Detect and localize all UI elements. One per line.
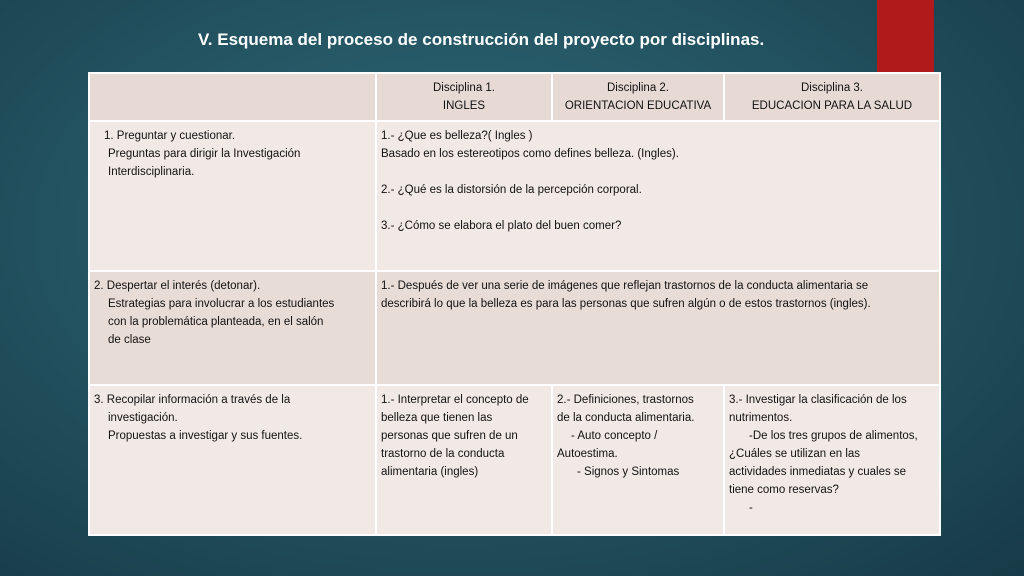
research-line: 1.- Interpretar el concepto de bbox=[381, 394, 529, 406]
content-line: 1.- Después de ver una serie de imágenes que reflejan trastornos de la conducta alimentaria se bbox=[381, 280, 869, 292]
research-line: personas que sufren de un bbox=[381, 430, 518, 442]
discipline-1-research-cell bbox=[376, 385, 552, 535]
stage-detail: investigación. bbox=[108, 412, 178, 424]
question-3: 3.- ¿Cómo se elabora el plato del buen comer? bbox=[381, 220, 622, 232]
stage-detail: Interdisciplinaria. bbox=[108, 166, 195, 178]
stage-detail: Propuestas a investigar y sus fuentes. bbox=[108, 430, 303, 442]
stage-title: 3. Recopilar información a través de la bbox=[94, 394, 291, 406]
discipline-2-research-cell bbox=[552, 385, 724, 535]
header-subject: ORIENTACION EDUCATIVA bbox=[564, 100, 712, 112]
header-discipline-2 bbox=[552, 73, 724, 121]
stage-title: 2. Despertar el interés (detonar). bbox=[94, 280, 261, 292]
interest-content-cell bbox=[376, 271, 940, 385]
stage-detail: Preguntas para dirigir la Investigación bbox=[108, 148, 301, 160]
discipline-3-research-cell bbox=[724, 385, 940, 535]
research-line: belleza que tienen las bbox=[381, 412, 493, 424]
header-discipline-3 bbox=[724, 73, 940, 121]
table-header-row bbox=[89, 73, 940, 121]
questions-cell bbox=[376, 121, 940, 271]
discipline-scheme-table bbox=[88, 72, 941, 536]
research-line: tiene como reservas? bbox=[729, 484, 839, 496]
research-line: 2.- Definiciones, trastornos bbox=[557, 394, 694, 406]
question-1: 1.- ¿Que es belleza?( Ingles ) bbox=[381, 130, 533, 142]
research-line: actividades inmediatas y cuales se bbox=[729, 466, 907, 478]
header-discipline-1 bbox=[376, 73, 552, 121]
research-line: nutrimentos. bbox=[729, 412, 793, 424]
research-line: de la conducta alimentaria. bbox=[557, 412, 695, 424]
table-row-interest bbox=[89, 271, 940, 385]
research-line: - Signos y Sintomas bbox=[577, 466, 680, 478]
stage-title: 1. Preguntar y cuestionar. bbox=[104, 130, 236, 142]
slide-title: V. Esquema del proceso de construcción del proyecto por disciplinas. bbox=[198, 30, 765, 49]
table-row-research bbox=[89, 385, 940, 535]
question-2: 2.- ¿Qué es la distorsión de la percepción corporal. bbox=[381, 184, 642, 196]
header-empty-cell bbox=[89, 73, 376, 121]
research-line: ¿Cuáles se utilizan en las bbox=[729, 448, 861, 460]
stage-cell bbox=[89, 385, 376, 535]
header-label: Disciplina 1. bbox=[433, 82, 495, 94]
stage-detail: Estrategias para involucrar a los estudiantes bbox=[108, 298, 335, 310]
table-row-questions bbox=[89, 121, 940, 271]
stage-cell bbox=[89, 271, 376, 385]
red-accent-bar bbox=[877, 0, 934, 72]
question-1-detail: Basado en los estereotipos como defines belleza. (Ingles). bbox=[381, 148, 679, 160]
header-subject: EDUCACION PARA LA SALUD bbox=[751, 100, 913, 112]
research-line: -De los tres grupos de alimentos, bbox=[749, 430, 918, 442]
stage-cell bbox=[89, 121, 376, 271]
research-line: trastorno de la conducta bbox=[381, 448, 505, 460]
header-label: Disciplina 3. bbox=[801, 82, 863, 94]
research-line: - Auto concepto / bbox=[571, 430, 658, 442]
research-line: - bbox=[749, 502, 753, 514]
stage-detail: de clase bbox=[108, 334, 151, 346]
research-line: Autoestima. bbox=[557, 448, 618, 460]
research-line: alimentaria (ingles) bbox=[381, 466, 479, 478]
research-line: 3.- Investigar la clasificación de los bbox=[729, 394, 907, 406]
header-subject: INGLES bbox=[442, 100, 486, 112]
header-label: Disciplina 2. bbox=[607, 82, 669, 94]
content-line: describirá lo que la belleza es para las personas que sufren algún o de estos trastornos (ingles). bbox=[381, 298, 871, 310]
stage-detail: con la problemática planteada, en el salón bbox=[108, 316, 324, 328]
